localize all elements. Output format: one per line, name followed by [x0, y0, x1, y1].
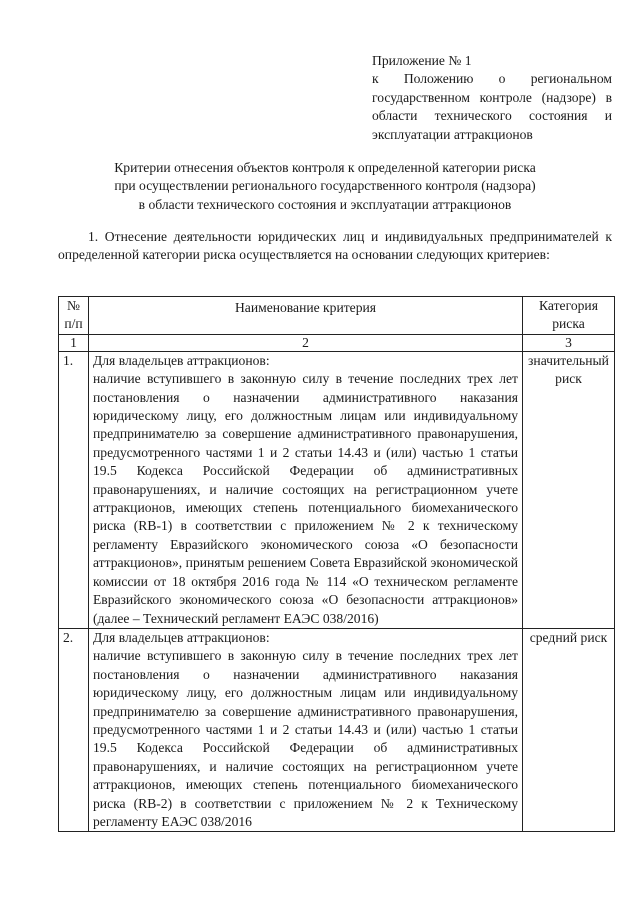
table-row — [59, 351, 615, 628]
header-category: Категория риска — [523, 297, 615, 335]
table-header-row — [59, 297, 615, 335]
criteria-table — [58, 296, 615, 832]
appendix-header — [372, 52, 612, 144]
index-cell: 3 — [523, 334, 615, 351]
risk-category: средний риск — [523, 628, 615, 831]
title-line-1: Критерии отнесения объектов контроля к определенной категории риска — [114, 160, 536, 175]
criterion-text: наличие вступившего в законную силу в течение последних трех лет постановления о назначении административного наказания юридическому лицу, его должностным лицам или индивидуальному предпринимателю за совершение административного правонарушения, предусмотренного частями 1 и 2 статьи 14.43 и (или) частью 1 статьи 19.5 Кодекса Российской Федерации об административных правонарушениях, и наличие состоящих на регистрационном учете аттракционов, имеющих степень потенциального биомеханического риска (RB-1) в соответствии с приложением № 2 к техническому регламенту Евразийского экономического союза «О безопасности аттракционов», принятым решением Совета Евразийской экономической комиссии от 18 октября 2016 года № 114 «О техническом регламенте Евразийского экономического союза «О безопасности аттракционов» (далее – Технический регламент ЕАЭС 038/2016) — [93, 371, 518, 626]
header-num: № п/п — [59, 297, 89, 335]
criterion-cell — [89, 628, 523, 831]
criterion-heading: Для владельцев аттракционов: — [93, 629, 270, 645]
title-line-3: в области технического состояния и эксплуатации аттракционов — [138, 196, 512, 212]
row-number: 2. — [59, 628, 89, 831]
header-name: Наименование критерия — [89, 297, 523, 335]
index-cell: 1 — [59, 334, 89, 351]
row-number: 1. — [59, 351, 89, 628]
intro-paragraph: 1. Отнесение деятельности юридических лиц и индивидуальных предпринимателей к определенной категории риска осуществляется на основании следующих критериев: — [58, 229, 612, 263]
criterion-cell — [89, 351, 523, 628]
criterion-text: наличие вступившего в законную силу в течение последних трех лет постановления о назначении административного наказания юридическому лицу, его должностным лицам или индивидуальному предпринимателю за совершение административного правонарушения, предусмотренного частями 1 и 2 статьи 14.43 и (или) частью 1 статьи 19.5 Кодекса Российской Федерации об административных правонарушениях, и наличие состоящих на регистрационном учете аттракционов, имеющих степень потенциального биомеханического риска (RB-2) в соответствии с приложением № 2 к Техническому регламенту ЕАЭС 038/2016 — [93, 648, 518, 829]
document-title — [60, 159, 590, 214]
appendix-reference: к Положению о региональном государственном контроле (надзоре) в области технического состояния и эксплуатации аттракционов — [372, 71, 612, 142]
criterion-heading: Для владельцев аттракционов: — [93, 352, 270, 368]
table-row — [59, 628, 615, 831]
table-index-row — [59, 334, 615, 351]
index-cell: 2 — [89, 334, 523, 351]
title-line-2: при осуществлении регионального государственного контроля (надзора) — [114, 178, 536, 194]
appendix-number: Приложение № 1 — [372, 53, 472, 68]
risk-category: значительный риск — [523, 351, 615, 628]
